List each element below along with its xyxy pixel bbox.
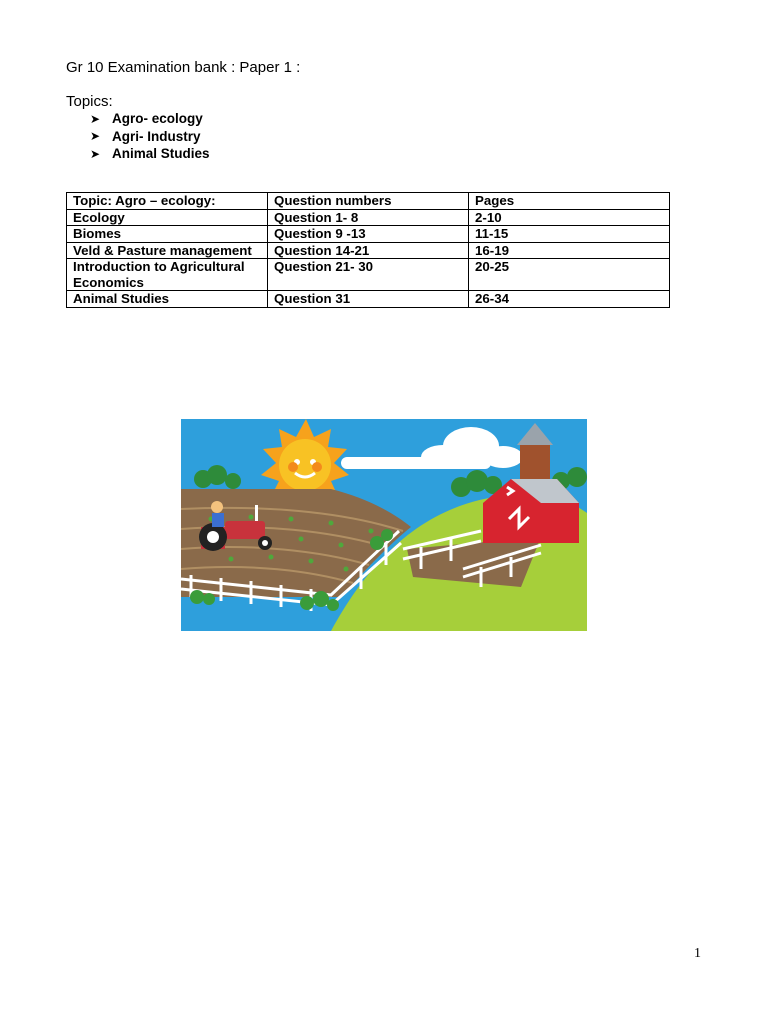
table-cell: Question 31: [268, 291, 469, 308]
list-item: [90, 128, 210, 146]
table-cell: Introduction to Agricultural Economics: [67, 259, 268, 291]
farm-illustration: [181, 419, 587, 631]
table-row: [67, 259, 670, 291]
list-item: [90, 145, 210, 163]
table-row: [67, 242, 670, 259]
table-cell: Animal Studies: [67, 291, 268, 308]
table-cell: Ecology: [67, 209, 268, 226]
table-row: [67, 209, 670, 226]
table-header-cell: Question numbers: [268, 193, 469, 210]
topics-heading: Topics:: [66, 93, 113, 110]
table-cell: Question 21- 30: [268, 259, 469, 291]
table-cell: Biomes: [67, 226, 268, 243]
document-title: Gr 10 Examination bank : Paper 1 :: [66, 59, 301, 76]
topic-list: [90, 110, 210, 163]
table-row: [67, 291, 670, 308]
table-cell: 20-25: [469, 259, 670, 291]
table-cell: Question 1- 8: [268, 209, 469, 226]
table-cell: Question 14-21: [268, 242, 469, 259]
table-cell: 26-34: [469, 291, 670, 308]
table-header-cell: Topic: Agro – ecology:: [67, 193, 268, 210]
table-cell: Veld & Pasture management: [67, 242, 268, 259]
arrowhead-bullet-icon: ➤: [90, 111, 101, 126]
table-row: [67, 226, 670, 243]
topic-label: Agri- Industry: [112, 128, 201, 144]
table-cell: 16-19: [469, 242, 670, 259]
table-cell: 2-10: [469, 209, 670, 226]
table-cell: Question 9 -13: [268, 226, 469, 243]
topic-label: Animal Studies: [112, 146, 210, 162]
page-number: 1: [694, 946, 701, 961]
table-header-row: [67, 193, 670, 210]
topic-label: Agro- ecology: [112, 111, 203, 127]
table-cell: 11-15: [469, 226, 670, 243]
list-item: [90, 110, 210, 128]
arrowhead-bullet-icon: ➤: [90, 129, 101, 144]
table-header-cell: Pages: [469, 193, 670, 210]
topic-index-table: [66, 192, 670, 308]
arrowhead-bullet-icon: ➤: [90, 146, 101, 161]
